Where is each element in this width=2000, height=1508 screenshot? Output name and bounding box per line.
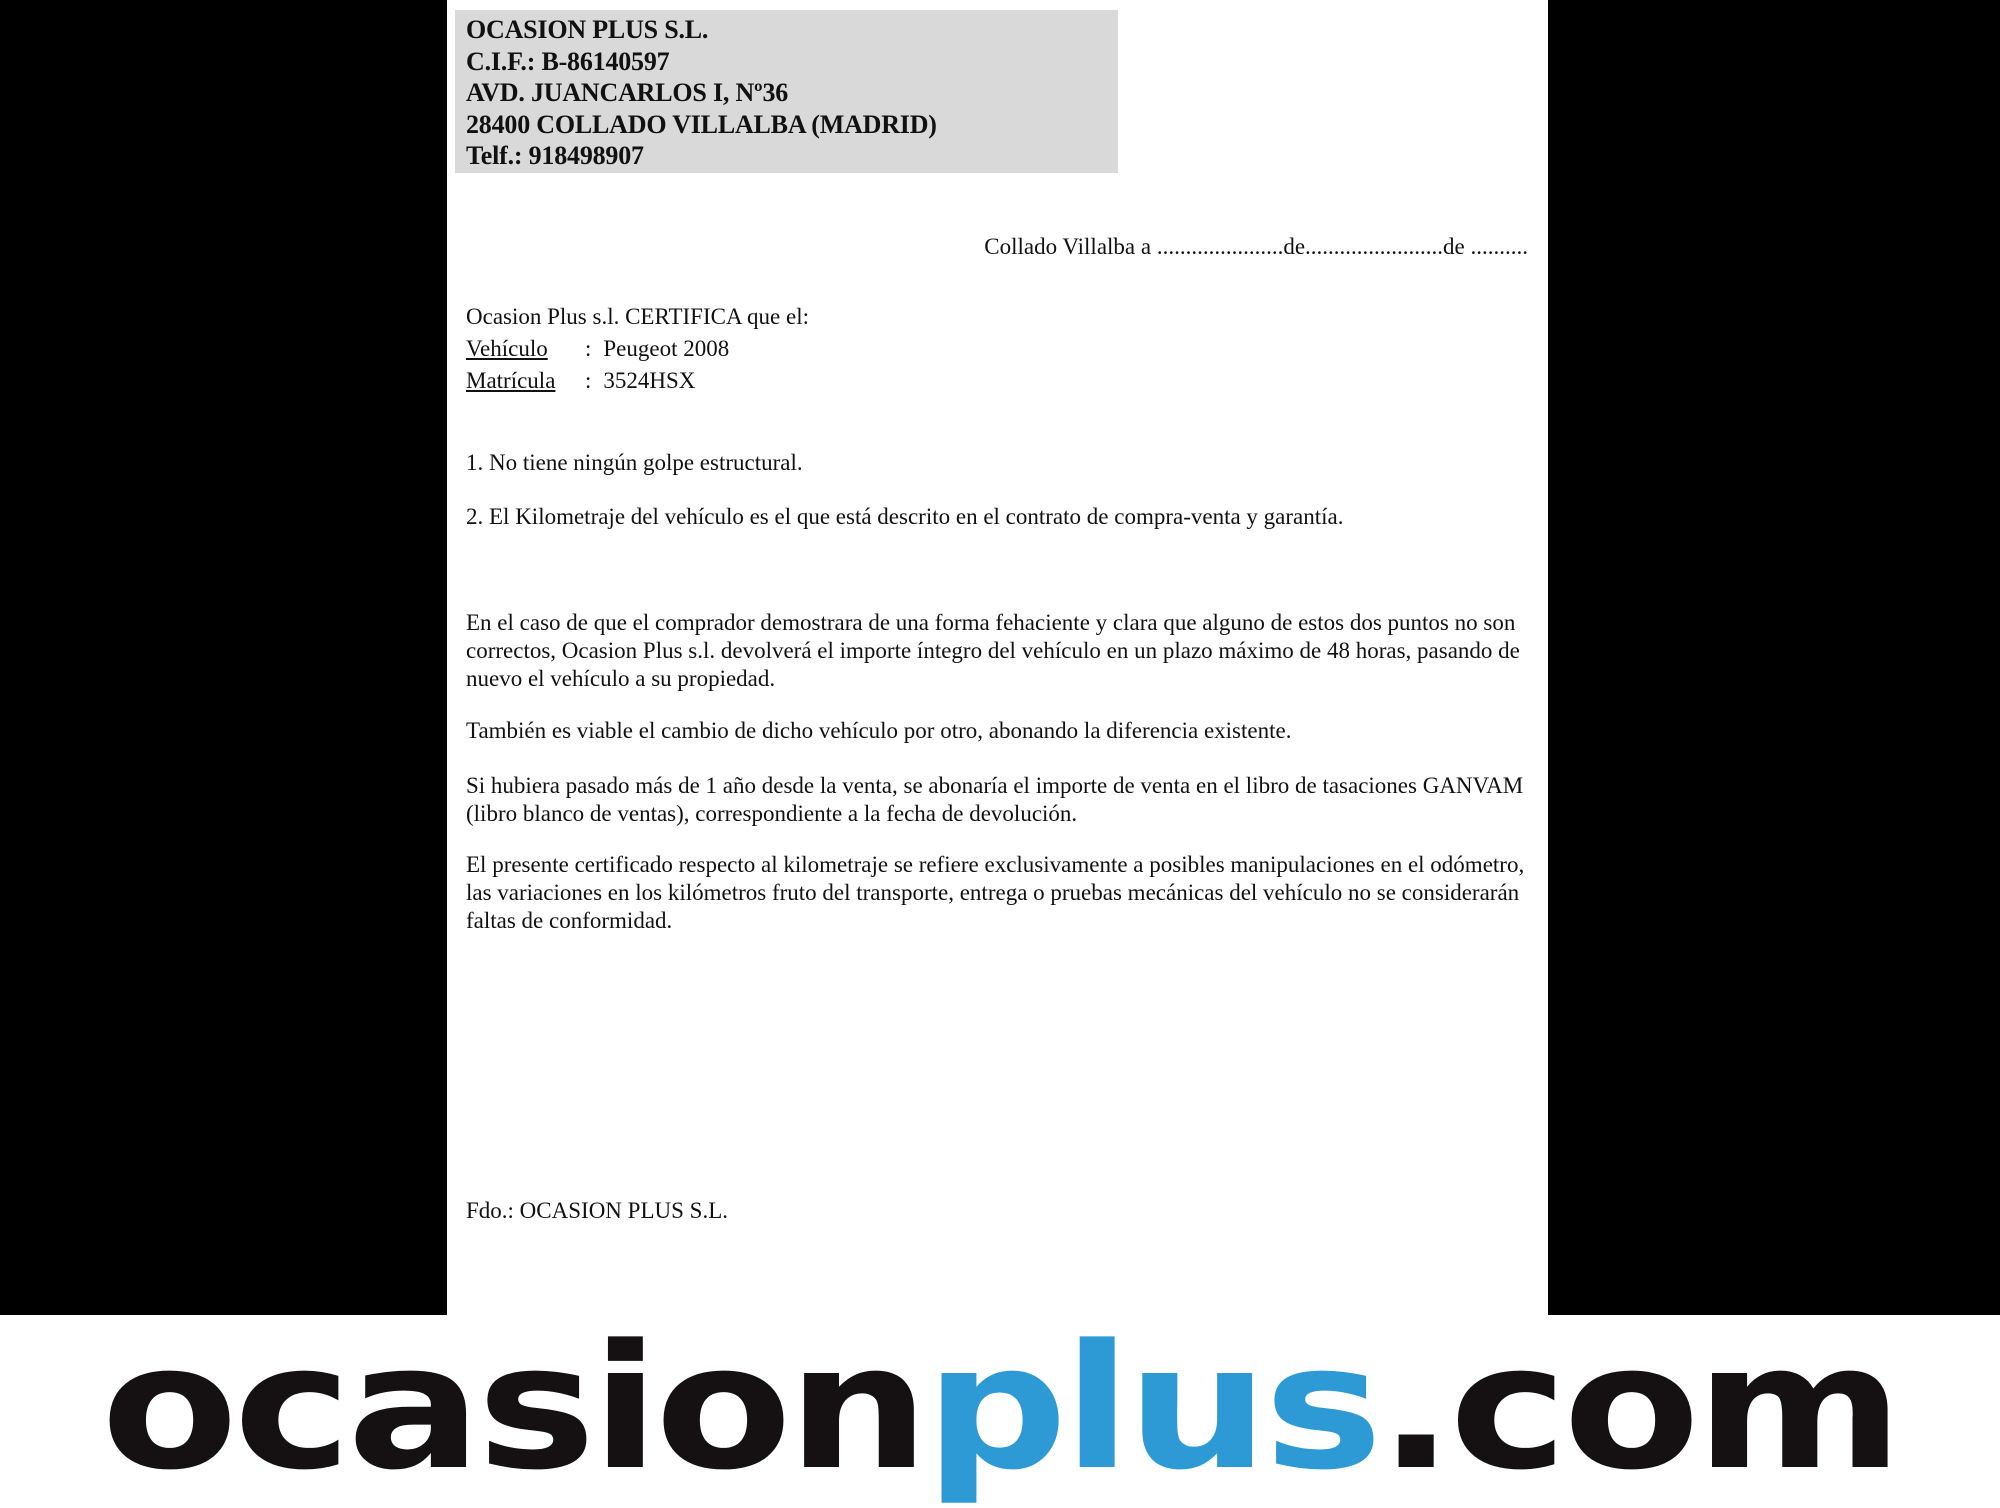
company-header-box: [455, 10, 1118, 173]
company-city: 28400 COLLADO VILLALBA (MADRID): [466, 109, 937, 139]
plate-colon: :: [585, 368, 592, 393]
plate-field: [466, 365, 1541, 397]
paragraph-odometer: El presente certificado respecto al kilometraje se refiere exclusivamente a posibles manipulaciones en el odómetro, las variaciones en los kilómetros fruto del transporte, entrega o pruebas mecánicas del vehículo no se considerarán faltas de conformidad.: [466, 852, 1525, 933]
certify-intro: Ocasion Plus s.l. CERTIFICA que el:: [466, 304, 809, 329]
plate-value: 3524HSX: [603, 368, 696, 393]
company-address: AVD. JUANCARLOS I, Nº36: [466, 78, 789, 107]
certify-block: [466, 301, 1541, 397]
logo-com: .com: [1378, 1307, 1899, 1508]
paragraph-exchange: También es viable el cambio de dicho vehículo por otro, abonando la diferencia existente.: [466, 718, 1292, 743]
company-phone: Telf.: 918498907: [466, 141, 644, 170]
vehicle-value: Peugeot 2008: [603, 336, 730, 361]
vehicle-label: Vehículo: [466, 336, 548, 361]
date-line: Collado Villalba a ......................de........................de ..........: [984, 234, 1528, 259]
right-black-bar: [1548, 0, 2000, 1315]
paragraph-ganvam: Si hubiera pasado más de 1 año desde la venta, se abonaría el importe de venta en el libro de tasaciones GANVAM (libro blanco de ventas), correspondiente a la fecha de devolución.: [466, 773, 1524, 826]
certificate-document: [447, 0, 1548, 1315]
point-2: 2. El Kilometraje del vehículo es el que está descrito en el contrato de compra-venta y garantía.: [466, 504, 1344, 529]
logo-plus: plus: [924, 1307, 1379, 1508]
vehicle-field: [466, 333, 1541, 365]
logo-ocasion: ocasion: [101, 1307, 925, 1508]
logo-band: [0, 1307, 2000, 1508]
ocasionplus-logo: [101, 1307, 1899, 1508]
plate-label: Matrícula: [466, 368, 556, 393]
left-black-bar: [0, 0, 447, 1315]
company-cif: C.I.F.: B-86140597: [466, 46, 670, 76]
company-name: OCASION PLUS S.L.: [466, 15, 709, 44]
paragraph-refund: En el caso de que el comprador demostrara de una forma fehaciente y clara que alguno de estos dos puntos no son correctos, Ocasion Plus s.l. devolverá el importe íntegro del vehículo en un plazo máximo de 48 horas, pasando de nuevo el vehículo a su propiedad.: [466, 610, 1520, 691]
vehicle-colon: :: [585, 336, 592, 361]
signature-line: Fdo.: OCASION PLUS S.L.: [466, 1198, 728, 1223]
point-1: 1. No tiene ningún golpe estructural.: [466, 450, 803, 475]
